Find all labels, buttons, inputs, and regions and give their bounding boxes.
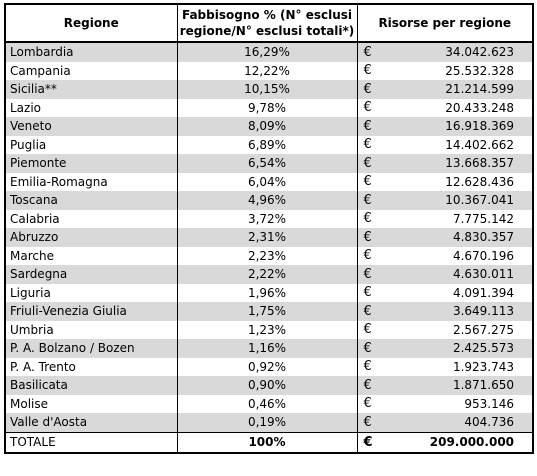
table-row [5, 358, 533, 377]
cell-currency: € [357, 413, 392, 432]
cell-fabbisogno: 0,92% [177, 358, 357, 377]
cell-risorse: 14.402.662 [392, 136, 533, 155]
header-fabbisogno [177, 4, 357, 42]
cell-currency: € [357, 62, 392, 81]
cell-fabbisogno: 10,15% [177, 80, 357, 99]
cell-fabbisogno: 4,96% [177, 191, 357, 210]
cell-fabbisogno: 0,90% [177, 376, 357, 395]
cell-currency: € [357, 80, 392, 99]
cell-risorse: 3.649.113 [392, 302, 533, 321]
cell-currency: € [357, 154, 392, 173]
cell-risorse: 13.668.357 [392, 154, 533, 173]
cell-currency: € [357, 173, 392, 192]
cell-risorse: 21.214.599 [392, 80, 533, 99]
table-row [5, 413, 533, 432]
total-fabbisogno: 100% [177, 432, 357, 453]
cell-currency: € [357, 395, 392, 414]
cell-currency: € [357, 247, 392, 266]
cell-risorse: 12.628.436 [392, 173, 533, 192]
table-row [5, 42, 533, 62]
cell-regione: Umbria [5, 321, 177, 340]
table-wrapper [4, 3, 532, 454]
table-row [5, 395, 533, 414]
cell-risorse: 404.736 [392, 413, 533, 432]
total-risorse: 209.000.000 [392, 432, 533, 453]
cell-risorse: 4.091.394 [392, 284, 533, 303]
cell-regione: Campania [5, 62, 177, 81]
cell-regione: Toscana [5, 191, 177, 210]
table-row [5, 302, 533, 321]
cell-regione: Lazio [5, 99, 177, 118]
cell-regione: Marche [5, 247, 177, 266]
cell-regione: Molise [5, 395, 177, 414]
cell-currency: € [357, 228, 392, 247]
cell-risorse: 20.433.248 [392, 99, 533, 118]
cell-risorse: 2.567.275 [392, 321, 533, 340]
cell-fabbisogno: 9,78% [177, 99, 357, 118]
cell-fabbisogno: 2,22% [177, 265, 357, 284]
table-row [5, 173, 533, 192]
cell-currency: € [357, 117, 392, 136]
cell-regione: Puglia [5, 136, 177, 155]
cell-regione: Liguria [5, 284, 177, 303]
cell-regione: Veneto [5, 117, 177, 136]
cell-fabbisogno: 8,09% [177, 117, 357, 136]
cell-fabbisogno: 12,22% [177, 62, 357, 81]
cell-regione: Calabria [5, 210, 177, 229]
cell-risorse: 4.830.357 [392, 228, 533, 247]
table-row [5, 117, 533, 136]
cell-currency: € [357, 376, 392, 395]
cell-regione: Basilicata [5, 376, 177, 395]
table-row [5, 376, 533, 395]
header-fabbisogno-line1: Fabbisogno % (N° esclusi [181, 8, 353, 22]
cell-risorse: 1.923.743 [392, 358, 533, 377]
cell-regione: Sicilia** [5, 80, 177, 99]
cell-risorse: 7.775.142 [392, 210, 533, 229]
table-row [5, 136, 533, 155]
header-row [5, 4, 533, 42]
cell-fabbisogno: 16,29% [177, 42, 357, 62]
table-row [5, 191, 533, 210]
resources-table [4, 3, 534, 454]
table-row [5, 321, 533, 340]
cell-regione: P. A. Bolzano / Bozen [5, 339, 177, 358]
cell-fabbisogno: 1,16% [177, 339, 357, 358]
table-row [5, 154, 533, 173]
table-row [5, 99, 533, 118]
cell-fabbisogno: 0,46% [177, 395, 357, 414]
cell-currency: € [357, 284, 392, 303]
cell-currency: € [357, 339, 392, 358]
cell-regione: Friuli-Venezia Giulia [5, 302, 177, 321]
cell-regione: Lombardia [5, 42, 177, 62]
cell-regione: Piemonte [5, 154, 177, 173]
cell-currency: € [357, 99, 392, 118]
cell-currency: € [357, 265, 392, 284]
cell-fabbisogno: 1,23% [177, 321, 357, 340]
cell-currency: € [357, 42, 392, 62]
cell-regione: P. A. Trento [5, 358, 177, 377]
table-row [5, 228, 533, 247]
cell-regione: Emilia-Romagna [5, 173, 177, 192]
cell-regione: Abruzzo [5, 228, 177, 247]
table-row [5, 62, 533, 81]
table-row [5, 210, 533, 229]
total-currency: € [357, 432, 392, 453]
cell-currency: € [357, 358, 392, 377]
cell-risorse: 2.425.573 [392, 339, 533, 358]
cell-currency: € [357, 321, 392, 340]
cell-fabbisogno: 3,72% [177, 210, 357, 229]
table-row [5, 339, 533, 358]
cell-fabbisogno: 2,31% [177, 228, 357, 247]
table-body [5, 42, 533, 453]
cell-risorse: 4.630.011 [392, 265, 533, 284]
header-risorse: Risorse per regione [357, 4, 533, 42]
header-regione: Regione [5, 4, 177, 42]
table-row [5, 80, 533, 99]
cell-fabbisogno: 1,75% [177, 302, 357, 321]
cell-currency: € [357, 302, 392, 321]
cell-fabbisogno: 1,96% [177, 284, 357, 303]
cell-fabbisogno: 2,23% [177, 247, 357, 266]
total-row [5, 432, 533, 453]
cell-currency: € [357, 136, 392, 155]
table-row [5, 284, 533, 303]
table-row [5, 265, 533, 284]
cell-risorse: 953.146 [392, 395, 533, 414]
cell-risorse: 25.532.328 [392, 62, 533, 81]
total-label: TOTALE [5, 432, 177, 453]
header-fabbisogno-line2: regione/N° esclusi totali*) [179, 24, 355, 38]
cell-fabbisogno: 0,19% [177, 413, 357, 432]
cell-risorse: 1.871.650 [392, 376, 533, 395]
cell-risorse: 10.367.041 [392, 191, 533, 210]
table-row [5, 247, 533, 266]
cell-fabbisogno: 6,54% [177, 154, 357, 173]
cell-currency: € [357, 191, 392, 210]
cell-regione: Sardegna [5, 265, 177, 284]
cell-regione: Valle d'Aosta [5, 413, 177, 432]
cell-fabbisogno: 6,04% [177, 173, 357, 192]
cell-risorse: 4.670.196 [392, 247, 533, 266]
cell-risorse: 16.918.369 [392, 117, 533, 136]
cell-risorse: 34.042.623 [392, 42, 533, 62]
cell-currency: € [357, 210, 392, 229]
cell-fabbisogno: 6,89% [177, 136, 357, 155]
